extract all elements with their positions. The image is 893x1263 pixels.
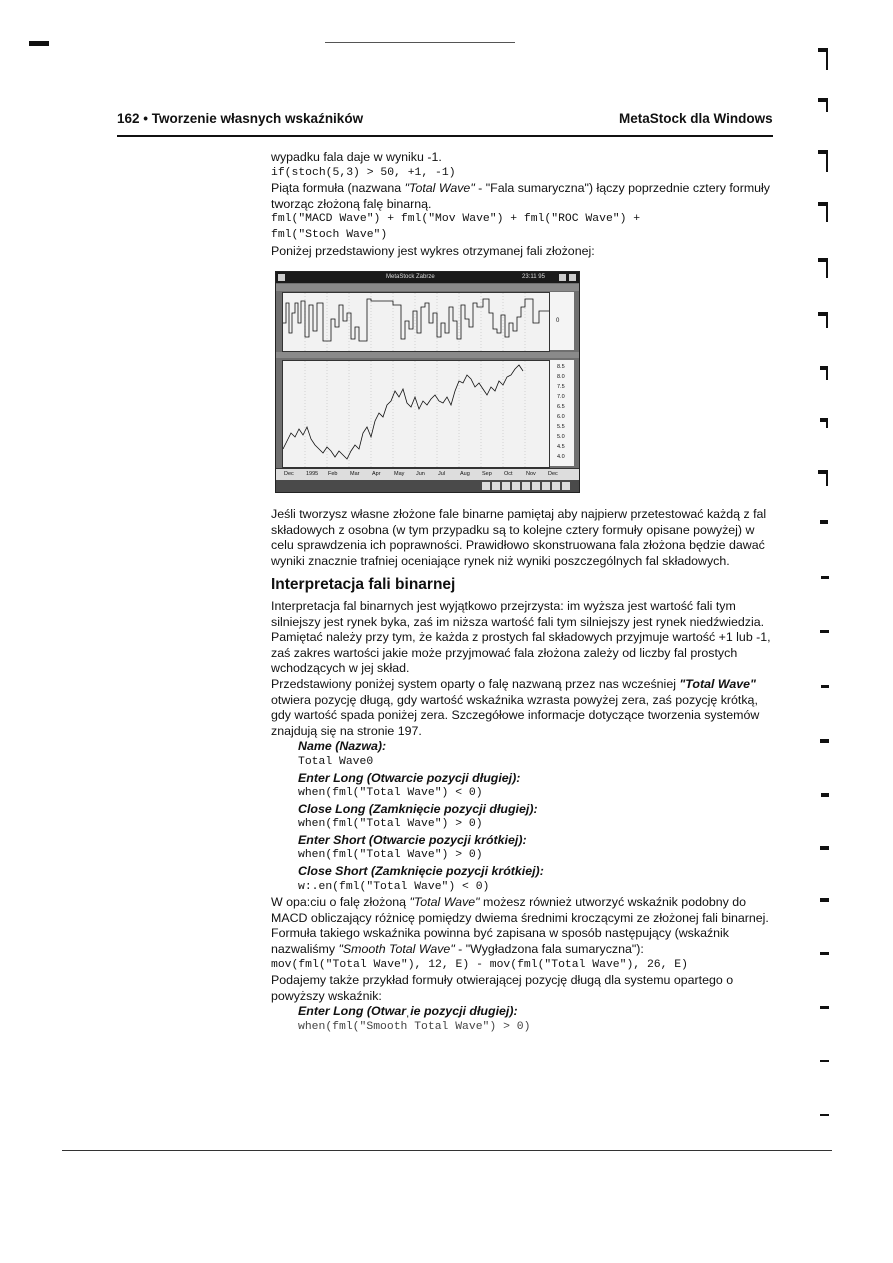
date-axis-tick: Feb xyxy=(328,471,338,477)
paragraph: Podajemy także przykład formuły otwierającej pozycję długą dla systemu opartego o powyższy wskaźnik: xyxy=(271,973,734,1003)
field-label: Enter Long (Otwarˌie pozycji długiej): xyxy=(298,1004,518,1019)
date-axis-tick: May xyxy=(394,471,405,477)
chart-window xyxy=(275,271,580,493)
date-axis-tick: Jun xyxy=(416,471,425,477)
code-line: fml("Stoch Wave") xyxy=(271,228,388,241)
date-axis-tick: Oct xyxy=(504,471,513,477)
paragraph: Jeśli tworzysz własne złożone fale binarne pamiętaj aby najpierw przetestować każdą z fal składowych z osobna (w tym przypadku są to kolejne cztery formuły opisane powyżej) w celu sprawdzenia ich poprawności. Prawidłowo skonstruowana fala złożona będzie dawać wyniki znacznie trafniej oceniające rynek niż wyniki poszczególnych fal składowych. xyxy=(271,507,767,568)
code-line: Total Wave0 xyxy=(298,755,374,768)
paragraph: W opa:ciu o falę złożoną "Total Wave" możesz również utworzyć wskaźnik podobny do MACD obliczający różnicę pomiędzy dwiema średnimi kroczącymi ze złożonej fali binarnej. Formuła takiego wskaźnika powinna być zapisana w sposób następujący (wskaźnik nazwaliśmy "Smooth Total Wave" - "Wygładzona fala sumaryczna"): xyxy=(271,895,769,957)
status-bar xyxy=(276,480,579,492)
text-block-top xyxy=(271,150,771,259)
maximize-icon xyxy=(569,274,576,281)
header-rule xyxy=(117,135,773,137)
code-line: mov(fml("Total Wave"), 12, E) - mov(fml("Total Wave"), 26, E) xyxy=(271,958,688,971)
pane-divider-bar xyxy=(276,352,579,358)
price-plot xyxy=(283,361,549,467)
running-header-left: 162 • Tworzenie własnych wskaźników xyxy=(117,111,364,126)
date-axis-tick: Jul xyxy=(438,471,446,477)
inner-title-bar xyxy=(276,284,579,291)
code-line: if(stoch(5,3) > 50, +1, -1) xyxy=(271,166,456,179)
code-line: when(fml("Total Wave") > 0) xyxy=(298,849,483,862)
field-label: Name (Nazwa): xyxy=(298,739,387,754)
running-header-right: MetaStock dla Windows xyxy=(619,111,773,126)
date-axis-tick: Aug xyxy=(460,471,470,477)
toolbar-buttons xyxy=(482,482,572,490)
code-line: fml("MACD Wave") + fml("Mov Wave") + fml("ROC Wave") + xyxy=(271,213,641,226)
wave-plot xyxy=(283,293,549,351)
paragraph: Piąta formuła (nazwana "Total Wave" - "Fala sumaryczna") łączy poprzednie cztery formuły tworząc złożoną falę binarną. xyxy=(271,181,770,211)
date-axis xyxy=(276,468,579,480)
field-label: Close Long (Zamknięcie pozycji długiej): xyxy=(298,801,538,816)
paragraph: Przedstawiony poniżej system oparty o falę nazwaną przez nas wcześniej "Total Wave" otwiera pozycję długą, gdy wartość wskaźnika wzrasta powyżej zera, zaś pozycję krótką, gdy wartość spada poniżej zera. Szczegółowe informacje dotyczące tworzenia systemów znajdują się na stronie 197. xyxy=(271,676,760,738)
date-axis-tick: Nov xyxy=(526,471,536,477)
price-pane xyxy=(282,360,550,468)
text-line: wypadku fala daje w wyniku -1. xyxy=(271,150,442,164)
window-title: MetaStock Zabrze xyxy=(386,274,435,280)
date-axis-tick: 1995 xyxy=(306,471,319,477)
field-label: Close Short (Zamknięcie pozycji krótkiej): xyxy=(298,864,544,879)
price-scale-tick: 5.5 xyxy=(557,424,565,430)
date-axis-tick: Dec xyxy=(284,471,294,477)
price-scale-tick: 6.0 xyxy=(557,414,565,420)
price-scale-tick: 6.5 xyxy=(557,404,565,410)
price-scale xyxy=(549,360,574,466)
wave-scale-zero: 0 xyxy=(556,318,560,324)
date-axis-tick: Mar xyxy=(350,471,360,477)
footer-rule xyxy=(62,1150,832,1151)
field-label: Enter Long (Otwarcie pozycji długiej): xyxy=(298,770,521,785)
price-scale-tick: 8.0 xyxy=(557,374,565,380)
window-time: 23:11 95 xyxy=(522,274,545,280)
system-menu-icon xyxy=(278,274,285,281)
paragraph: Interpretacja fal binarnych jest wyjątkowo przejrzysta: im wyższa jest wartość fali tym silniejszy jest rynek byka, zaś im niższa wartość fali tym silniejszy jest rynek niedźwiedzia. Pamiętać należy przy tym, że każda z prostych fal składowych przyjmuje wartość +1 lub -1, zaś zakres wartości jakie może przyjmować fala złożona zależy od liczby fal prostych wchodzących w jej skład. xyxy=(271,598,771,676)
wave-scale xyxy=(549,292,574,350)
minimize-icon xyxy=(559,274,566,281)
price-scale-tick: 4.5 xyxy=(557,444,565,450)
code-line: when(fml("Smooth Total Wave") > 0) xyxy=(298,1021,531,1033)
top-short-rule xyxy=(325,42,515,43)
date-axis-tick: Sep xyxy=(482,471,492,477)
text-line: Poniżej przedstawiony jest wykres otrzymanej fali złożonej: xyxy=(271,243,595,258)
system-definition xyxy=(271,739,771,895)
corner-mark xyxy=(29,41,49,46)
date-axis-tick: Dec xyxy=(548,471,558,477)
price-scale-tick: 7.0 xyxy=(557,394,565,400)
code-line: w:.en(fml("Total Wave") < 0) xyxy=(298,880,490,893)
price-scale-tick: 4.0 xyxy=(557,454,565,460)
price-scale-tick: 7.5 xyxy=(557,384,565,390)
price-scale-tick: 8.5 xyxy=(557,364,565,370)
field-label: Enter Short (Otwarcie pozycji krótkiej): xyxy=(298,832,527,847)
section-heading: Interpretacja fali binarnej xyxy=(271,576,456,594)
wave-pane xyxy=(282,292,550,352)
code-line: when(fml("Total Wave") > 0) xyxy=(298,818,483,831)
text-block-middle xyxy=(271,507,771,1036)
date-axis-tick: Apr xyxy=(372,471,381,477)
code-line: when(fml("Total Wave") < 0) xyxy=(298,787,483,800)
window-title-bar xyxy=(276,272,579,283)
price-scale-tick: 5.0 xyxy=(557,434,565,440)
